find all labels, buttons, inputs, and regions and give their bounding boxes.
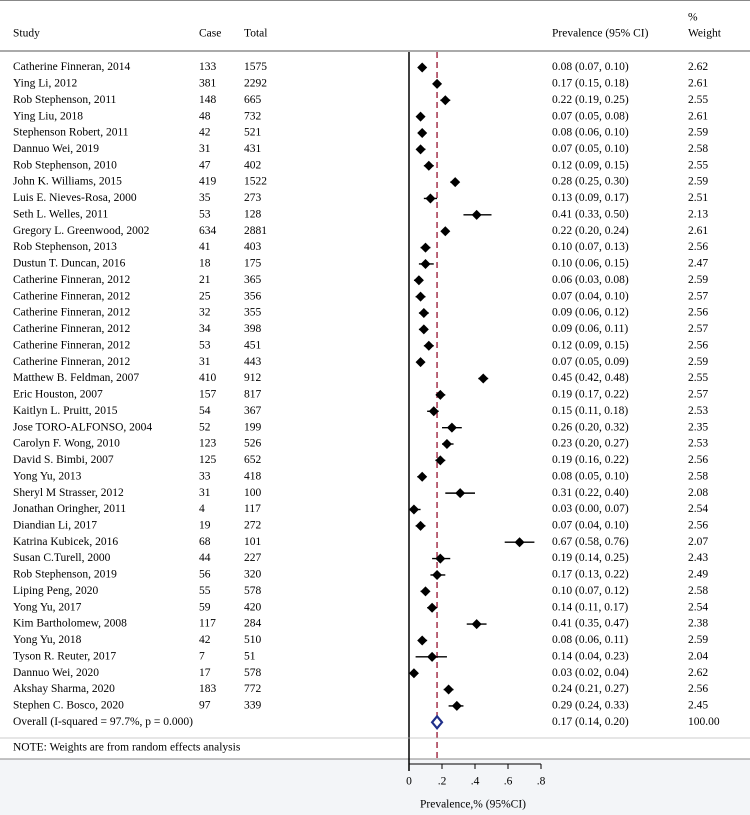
- study-case: 59: [199, 601, 211, 614]
- study-label: John K. Williams, 2015: [13, 175, 122, 188]
- study-label: Catherine Finneran, 2014: [13, 61, 131, 74]
- study-case: 19: [199, 519, 211, 532]
- study-ci: 0.03 (0.02, 0.04): [552, 666, 629, 679]
- study-ci: 0.13 (0.09, 0.17): [552, 192, 629, 205]
- study-total: 817: [244, 388, 262, 401]
- study-case: 123: [199, 437, 217, 450]
- study-case: 18: [199, 257, 211, 270]
- study-label: Katrina Kubicek, 2016: [13, 535, 119, 548]
- study-label: Kaitlyn L. Pruitt, 2015: [13, 404, 118, 417]
- study-ci: 0.10 (0.07, 0.13): [552, 241, 629, 254]
- study-total: 1575: [244, 61, 267, 74]
- study-label: Catherine Finneran, 2012: [13, 355, 131, 368]
- study-total: 339: [244, 699, 262, 712]
- study-weight: 2.08: [688, 486, 709, 499]
- study-weight: 2.56: [688, 241, 709, 254]
- study-ci: 0.09 (0.06, 0.12): [552, 306, 629, 319]
- study-case: 53: [199, 339, 211, 352]
- study-case: 117: [199, 617, 216, 630]
- study-ci: 0.41 (0.33, 0.50): [552, 208, 629, 221]
- study-total: 665: [244, 93, 262, 106]
- study-total: 772: [244, 683, 262, 696]
- x-tick-label: 0: [406, 775, 412, 788]
- study-weight: 2.59: [688, 355, 709, 368]
- study-label: Catherine Finneran, 2012: [13, 339, 131, 352]
- study-total: 117: [244, 503, 261, 516]
- study-total: 912: [244, 372, 262, 385]
- study-ci: 0.15 (0.11, 0.18): [552, 404, 629, 417]
- study-case: 34: [199, 323, 211, 336]
- study-total: 420: [244, 601, 262, 614]
- study-ci: 0.29 (0.24, 0.33): [552, 699, 629, 712]
- study-label: Ying Li, 2012: [13, 77, 78, 90]
- study-label: Yong Yu, 2018: [13, 634, 82, 647]
- overall-label: Overall (I-squared = 97.7%, p = 0.000): [13, 715, 193, 728]
- study-weight: 2.59: [688, 273, 709, 286]
- study-ci: 0.67 (0.58, 0.76): [552, 535, 629, 548]
- study-weight: 2.47: [688, 257, 709, 270]
- study-weight: 2.57: [688, 388, 709, 401]
- study-ci: 0.08 (0.05, 0.10): [552, 470, 629, 483]
- study-label: Tyson R. Reuter, 2017: [13, 650, 117, 663]
- study-label: Yong Yu, 2017: [13, 601, 82, 614]
- study-ci: 0.07 (0.04, 0.10): [552, 290, 629, 303]
- study-ci: 0.07 (0.05, 0.08): [552, 110, 629, 123]
- study-weight: 2.56: [688, 519, 709, 532]
- study-weight: 2.56: [688, 454, 709, 467]
- study-weight: 2.59: [688, 634, 709, 647]
- study-weight: 2.56: [688, 683, 709, 696]
- study-weight: 2.53: [688, 437, 709, 450]
- study-case: 183: [199, 683, 217, 696]
- study-total: 431: [244, 142, 262, 155]
- study-case: 148: [199, 93, 217, 106]
- study-weight: 2.49: [688, 568, 709, 581]
- study-label: Diandian Li, 2017: [13, 519, 97, 532]
- study-total: 521: [244, 126, 262, 139]
- header-prevalence: Prevalence (95% CI): [552, 27, 649, 40]
- study-case: 32: [199, 306, 211, 319]
- study-ci: 0.22 (0.20, 0.24): [552, 224, 629, 237]
- study-case: 4: [199, 503, 205, 516]
- study-case: 54: [199, 404, 211, 417]
- study-weight: 2.61: [688, 77, 709, 90]
- study-ci: 0.22 (0.19, 0.25): [552, 93, 629, 106]
- study-total: 51: [244, 650, 256, 663]
- study-total: 510: [244, 634, 262, 647]
- study-case: 634: [199, 224, 217, 237]
- study-ci: 0.31 (0.22, 0.40): [552, 486, 629, 499]
- x-tick-label: .2: [437, 775, 447, 788]
- study-case: 44: [199, 552, 211, 565]
- study-weight: 2.51: [688, 192, 709, 205]
- study-total: 199: [244, 421, 262, 434]
- study-total: 2881: [244, 224, 267, 237]
- study-case: 125: [199, 454, 217, 467]
- study-weight: 2.61: [688, 110, 709, 123]
- study-total: 355: [244, 306, 262, 319]
- study-case: 157: [199, 388, 217, 401]
- study-total: 652: [244, 454, 262, 467]
- study-label: Seth L. Welles, 2011: [13, 208, 109, 221]
- study-weight: 2.35: [688, 421, 709, 434]
- study-case: 31: [199, 486, 211, 499]
- study-case: 48: [199, 110, 211, 123]
- study-total: 451: [244, 339, 262, 352]
- x-tick-label: .4: [470, 775, 480, 788]
- study-label: Rob Stephenson, 2010: [13, 159, 117, 172]
- study-case: 31: [199, 355, 211, 368]
- study-label: Ying Liu, 2018: [13, 110, 83, 123]
- study-ci: 0.17 (0.15, 0.18): [552, 77, 629, 90]
- study-label: Rob Stephenson, 2013: [13, 241, 117, 254]
- header-case: Case: [199, 27, 222, 40]
- study-total: 732: [244, 110, 262, 123]
- x-tick-label: .6: [503, 775, 513, 788]
- study-total: 398: [244, 323, 262, 336]
- study-total: 128: [244, 208, 262, 221]
- study-ci: 0.19 (0.16, 0.22): [552, 454, 629, 467]
- study-weight: 2.58: [688, 142, 709, 155]
- study-case: 381: [199, 77, 217, 90]
- study-label: Matthew B. Feldman, 2007: [13, 372, 140, 385]
- study-case: 68: [199, 535, 211, 548]
- study-ci: 0.12 (0.09, 0.15): [552, 159, 629, 172]
- study-label: Luis E. Nieves-Rosa, 2000: [13, 192, 137, 205]
- study-case: 410: [199, 372, 217, 385]
- study-label: Stephenson Robert, 2011: [13, 126, 129, 139]
- study-label: Catherine Finneran, 2012: [13, 323, 131, 336]
- study-label: Carolyn F. Wong, 2010: [13, 437, 120, 450]
- study-label: David S. Bimbi, 2007: [13, 454, 114, 467]
- study-label: Liping Peng, 2020: [13, 584, 99, 597]
- study-weight: 2.43: [688, 552, 709, 565]
- study-label: Catherine Finneran, 2012: [13, 290, 131, 303]
- study-weight: 2.58: [688, 470, 709, 483]
- study-ci: 0.10 (0.07, 0.12): [552, 584, 629, 597]
- header-study: Study: [13, 27, 40, 40]
- study-total: 578: [244, 666, 262, 679]
- overall-weight: 100.00: [688, 715, 720, 728]
- study-label: Dannuo Wei, 2020: [13, 666, 100, 679]
- study-total: 272: [244, 519, 262, 532]
- study-label: Susan C.Turell, 2000: [13, 552, 111, 565]
- study-case: 42: [199, 634, 211, 647]
- study-case: 56: [199, 568, 211, 581]
- study-ci: 0.24 (0.21, 0.27): [552, 683, 629, 696]
- study-ci: 0.23 (0.20, 0.27): [552, 437, 629, 450]
- study-weight: 2.62: [688, 61, 709, 74]
- study-weight: 2.59: [688, 175, 709, 188]
- study-case: 47: [199, 159, 211, 172]
- study-total: 526: [244, 437, 262, 450]
- study-ci: 0.08 (0.06, 0.11): [552, 634, 629, 647]
- study-label: Yong Yu, 2013: [13, 470, 82, 483]
- study-label: Eric Houston, 2007: [13, 388, 103, 401]
- study-weight: 2.54: [688, 601, 709, 614]
- study-weight: 2.56: [688, 339, 709, 352]
- study-weight: 2.56: [688, 306, 709, 319]
- study-case: 25: [199, 290, 211, 303]
- study-case: 133: [199, 61, 217, 74]
- study-ci: 0.09 (0.06, 0.11): [552, 323, 629, 336]
- weights-note: NOTE: Weights are from random effects analysis: [13, 741, 241, 754]
- study-ci: 0.10 (0.06, 0.15): [552, 257, 629, 270]
- study-weight: 2.58: [688, 584, 709, 597]
- study-total: 367: [244, 404, 262, 417]
- study-case: 21: [199, 273, 211, 286]
- study-ci: 0.28 (0.25, 0.30): [552, 175, 629, 188]
- study-weight: 2.53: [688, 404, 709, 417]
- header-total: Total: [244, 27, 268, 40]
- study-total: 403: [244, 241, 262, 254]
- study-total: 320: [244, 568, 262, 581]
- study-case: 17: [199, 666, 211, 679]
- study-case: 419: [199, 175, 217, 188]
- study-total: 2292: [244, 77, 267, 90]
- study-case: 33: [199, 470, 211, 483]
- study-weight: 2.55: [688, 372, 709, 385]
- study-weight: 2.07: [688, 535, 709, 548]
- study-total: 1522: [244, 175, 267, 188]
- study-ci: 0.06 (0.03, 0.08): [552, 273, 629, 286]
- study-weight: 2.57: [688, 323, 709, 336]
- study-total: 365: [244, 273, 262, 286]
- study-case: 42: [199, 126, 211, 139]
- study-weight: 2.57: [688, 290, 709, 303]
- study-weight: 2.13: [688, 208, 709, 221]
- study-weight: 2.59: [688, 126, 709, 139]
- study-ci: 0.14 (0.11, 0.17): [552, 601, 629, 614]
- study-ci: 0.07 (0.04, 0.10): [552, 519, 629, 532]
- study-weight: 2.62: [688, 666, 709, 679]
- study-total: 175: [244, 257, 262, 270]
- study-ci: 0.07 (0.05, 0.09): [552, 355, 629, 368]
- study-label: Sheryl M Strasser, 2012: [13, 486, 124, 499]
- study-label: Stephen C. Bosco, 2020: [13, 699, 124, 712]
- study-case: 35: [199, 192, 211, 205]
- study-total: 100: [244, 486, 262, 499]
- x-tick-label: .8: [536, 775, 546, 788]
- study-label: Kim Bartholomew, 2008: [13, 617, 127, 630]
- study-ci: 0.12 (0.09, 0.15): [552, 339, 629, 352]
- study-ci: 0.14 (0.04, 0.23): [552, 650, 629, 663]
- study-label: Dannuo Wei, 2019: [13, 142, 100, 155]
- study-ci: 0.26 (0.20, 0.32): [552, 421, 629, 434]
- study-case: 55: [199, 584, 211, 597]
- study-total: 578: [244, 584, 262, 597]
- header-weight-percent: %: [688, 11, 698, 24]
- study-case: 53: [199, 208, 211, 221]
- study-label: Rob Stephenson, 2019: [13, 568, 117, 581]
- study-label: Dustun T. Duncan, 2016: [13, 257, 126, 270]
- study-label: Catherine Finneran, 2012: [13, 273, 131, 286]
- study-total: 227: [244, 552, 262, 565]
- study-ci: 0.08 (0.07, 0.10): [552, 61, 629, 74]
- study-label: Jose TORO-ALFONSO, 2004: [13, 421, 153, 434]
- study-label: Gregory L. Greenwood, 2002: [13, 224, 150, 237]
- study-total: 284: [244, 617, 262, 630]
- study-case: 41: [199, 241, 211, 254]
- study-case: 31: [199, 142, 211, 155]
- study-total: 101: [244, 535, 262, 548]
- study-label: Jonathan Oringher, 2011: [13, 503, 127, 516]
- study-total: 418: [244, 470, 262, 483]
- study-ci: 0.07 (0.05, 0.10): [552, 142, 629, 155]
- study-weight: 2.45: [688, 699, 709, 712]
- study-case: 97: [199, 699, 211, 712]
- study-ci: 0.03 (0.00, 0.07): [552, 503, 629, 516]
- study-total: 443: [244, 355, 262, 368]
- study-weight: 2.38: [688, 617, 709, 630]
- study-total: 273: [244, 192, 262, 205]
- study-weight: 2.54: [688, 503, 709, 516]
- study-weight: 2.55: [688, 159, 709, 172]
- study-ci: 0.19 (0.14, 0.25): [552, 552, 629, 565]
- study-ci: 0.17 (0.13, 0.22): [552, 568, 629, 581]
- study-total: 402: [244, 159, 262, 172]
- study-label: Rob Stephenson, 2011: [13, 93, 117, 106]
- header-weight: Weight: [688, 27, 721, 40]
- study-label: Akshay Sharma, 2020: [13, 683, 115, 696]
- study-ci: 0.08 (0.06, 0.10): [552, 126, 629, 139]
- overall-ci: 0.17 (0.14, 0.20): [552, 715, 629, 728]
- study-weight: 2.04: [688, 650, 709, 663]
- study-weight: 2.61: [688, 224, 709, 237]
- x-axis-label: Prevalence,% (95%CI): [419, 798, 527, 811]
- study-total: 356: [244, 290, 262, 303]
- study-ci: 0.41 (0.35, 0.47): [552, 617, 629, 630]
- study-ci: 0.19 (0.17, 0.22): [552, 388, 629, 401]
- study-case: 52: [199, 421, 211, 434]
- study-weight: 2.55: [688, 93, 709, 106]
- study-case: 7: [199, 650, 205, 663]
- study-label: Catherine Finneran, 2012: [13, 306, 131, 319]
- study-ci: 0.45 (0.42, 0.48): [552, 372, 629, 385]
